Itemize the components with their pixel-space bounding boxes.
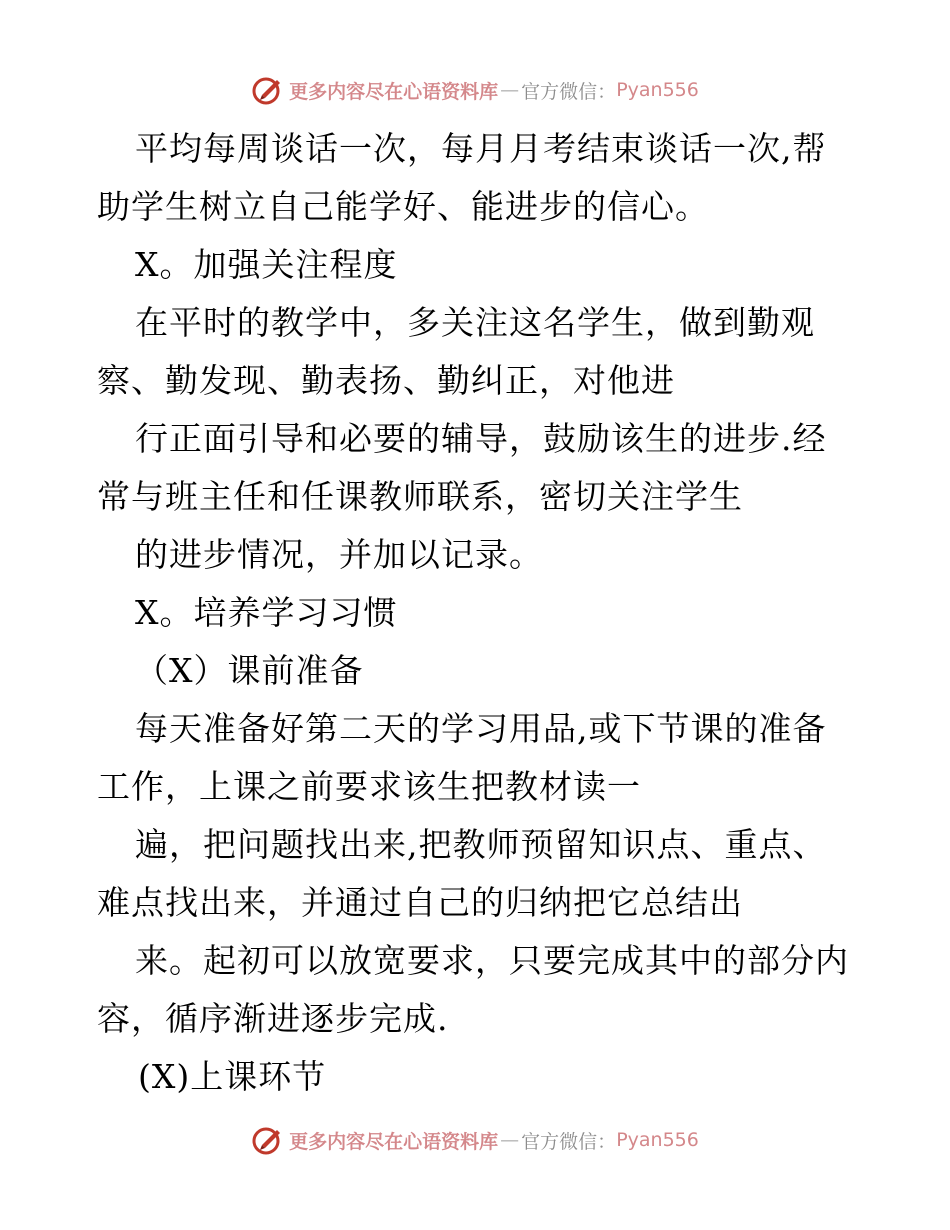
section-heading: X。加强关注程度 (135, 245, 398, 284)
footer-banner (0, 1118, 950, 1162)
section-heading: X。培养学习习惯 (135, 593, 398, 632)
paragraph-line: 来。起初可以放宽要求，只要完成其中的部分内 (135, 941, 849, 980)
paragraph-line: 容，循序渐进逐步完成. (97, 999, 449, 1038)
paragraph-line: 工作，上课之前要求该生把教材读一 (97, 767, 641, 806)
paragraph-line: 的进步情况，并加以记录。 (135, 535, 543, 574)
header-banner (0, 68, 950, 112)
banner-side-text: 官方微信： (521, 1130, 617, 1153)
banner-main-text: 更多内容尽在心语资料库 (289, 80, 499, 103)
banner-id-text: Pyan556 (616, 1129, 699, 1151)
subsection-heading: （X）课前准备 (135, 651, 364, 690)
paragraph-line: 助学生树立自己能学好、能进步的信心。 (97, 187, 709, 226)
paragraph-line: 行正面引导和必要的辅导，鼓励该生的进步.经 (135, 419, 827, 458)
paragraph-line: 每天准备好第二天的学习用品,或下节课的准备 (135, 709, 827, 748)
pen-logo-icon (251, 1123, 285, 1157)
banner-main-text: 更多内容尽在心语资料库 (289, 1130, 499, 1153)
paragraph-line: 遍，把问题找出来,把教师预留知识点、重点、 (135, 825, 827, 864)
pen-logo-icon (251, 73, 285, 107)
banner-dash: — (500, 79, 520, 101)
subsection-heading: (X)上课环节 (138, 1057, 327, 1096)
banner-dash: — (500, 1129, 520, 1151)
banner-side-text: 官方微信： (521, 80, 617, 103)
paragraph-line: 平均每周谈话一次，每月月考结束谈话一次,帮 (135, 129, 827, 168)
paragraph-line: 常与班主任和任课教师联系，密切关注学生 (97, 477, 743, 516)
paragraph-line: 难点找出来，并通过自己的归纳把它总结出 (97, 883, 743, 922)
paragraph-line: 察、勤发现、勤表扬、勤纠正，对他进 (97, 361, 675, 400)
banner-id-text: Pyan556 (616, 79, 699, 101)
paragraph-line: 在平时的教学中，多关注这名学生，做到勤观 (135, 303, 815, 342)
